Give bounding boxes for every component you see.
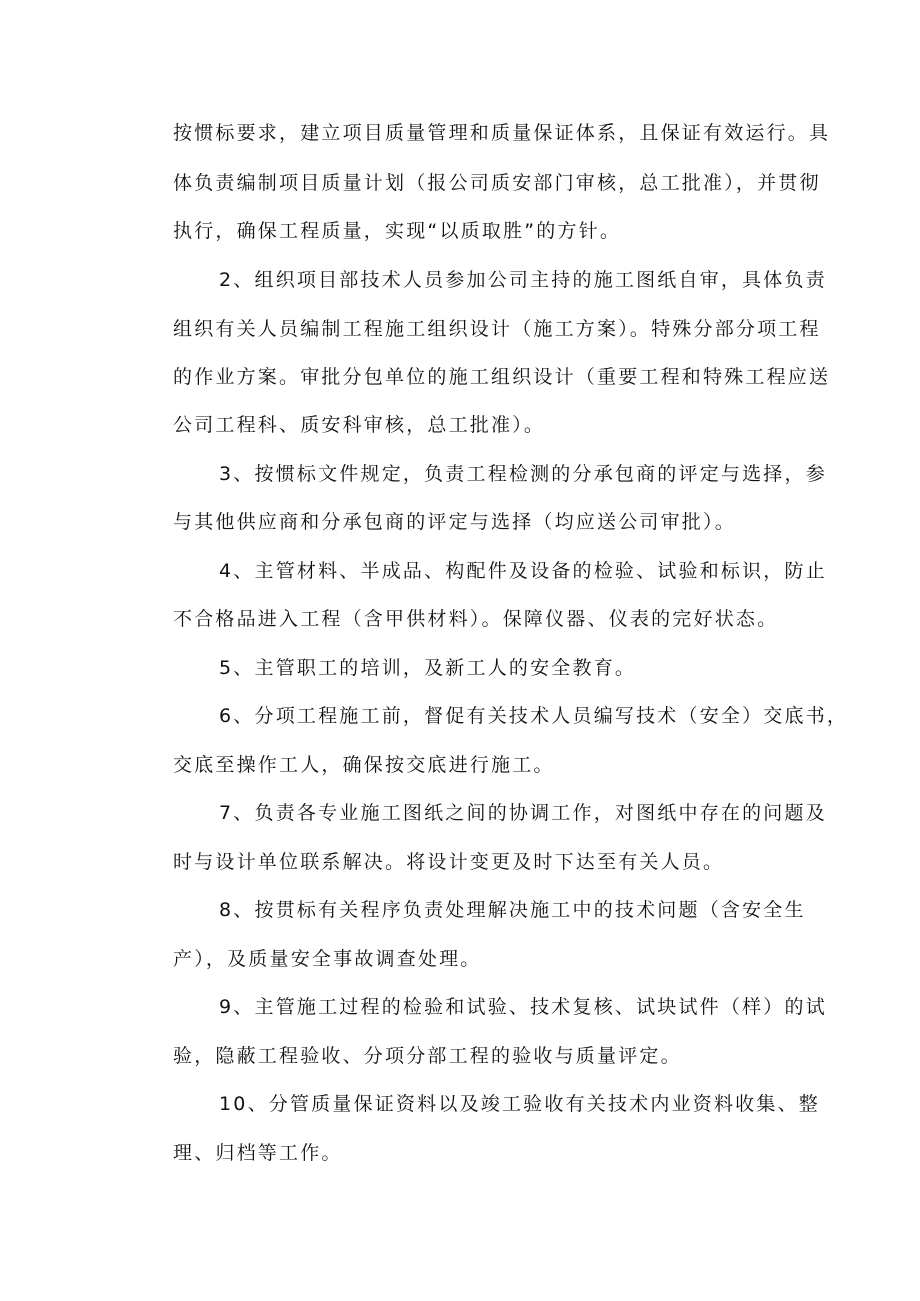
paragraph-8-line-1: 8、按贯标有关程序负责处理解决施工中的技术问题（含安全生 [219,899,806,921]
paragraph-4-line-1: 4、主管材料、半成品、构配件及设备的检验、试验和标识，防止 [219,560,827,582]
paragraph-10-line-1: 10、分管质量保证资料以及竣工验收有关技术内业资料收集、整 [219,1093,820,1115]
paragraph-1-line-3: 执行，确保工程质量，实现“以质取胜”的方针。 [173,220,622,242]
paragraph-2-line-1: 2、组织项目部技术人员参加公司主持的施工图纸自审，具体负责 [219,269,827,291]
paragraph-9-line-2: 验，隐蔽工程验收、分项分部工程的验收与质量评定。 [173,1045,682,1067]
paragraph-7-line-1: 7、负责各专业施工图纸之间的协调工作，对图纸中存在的问题及 [219,802,827,824]
paragraph-2-line-4: 公司工程科、质安科审核，总工批准）。 [173,414,546,436]
paragraph-8-line-2: 产），及质量安全事故调查处理。 [173,948,482,970]
paragraph-2-line-3: 的作业方案。审批分包单位的施工组织设计（重要工程和特殊工程应送 [173,366,831,388]
paragraph-9-line-1: 9、主管施工过程的检验和试验、技术复核、试块试件（样）的试 [219,996,827,1018]
paragraph-10-line-2: 理、归档等工作。 [173,1142,343,1164]
paragraph-1-line-1: 按惯标要求，建立项目质量管理和质量保证体系，且保证有效运行。具 [173,122,831,144]
paragraph-4-line-2: 不合格品进入工程（含甲供材料）。保障仪器、仪表的完好状态。 [173,608,779,630]
paragraph-6-line-1: 6、分项工程施工前，督促有关技术人员编写技术（安全）交底书， [219,705,849,727]
paragraph-7-line-2: 时与设计单位联系解决。将设计变更及时下达至有关人员。 [173,851,725,873]
paragraph-5-line-1: 5、主管职工的培训，及新工人的安全教育。 [219,657,637,679]
paragraph-3-line-1: 3、按惯标文件规定，负责工程检测的分承包商的评定与选择，参 [219,463,827,485]
paragraph-3-line-2: 与其他供应商和分承包商的评定与选择（均应送公司审批）。 [173,511,736,533]
paragraph-1-line-2: 体负责编制项目质量计划（报公司质安部门审核，总工批准），并贯彻 [173,172,821,194]
paragraph-2-line-2: 组织有关人员编制工程施工组织设计（施工方案）。特殊分部分项工程 [173,318,821,340]
paragraph-6-line-2: 交底至操作工人，确保按交底进行施工。 [173,754,555,776]
